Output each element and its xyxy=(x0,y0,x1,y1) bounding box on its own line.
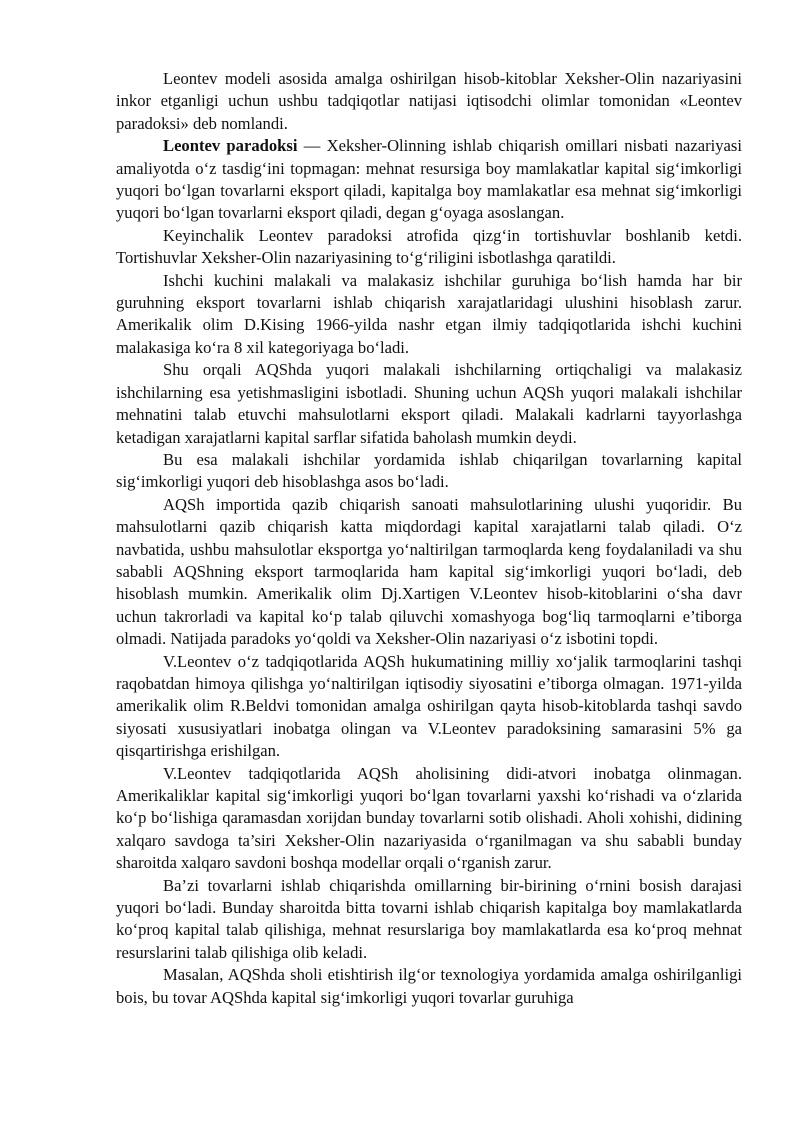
paragraph-5 xyxy=(116,359,742,449)
paragraph-2 xyxy=(116,135,742,225)
paragraph-text: Shu orqali AQShda yuqori malakali ishchilarning ortiqchaligi va malakasiz ishchilarning esa yetishmasligini isbotladi. Shuning uchun AQSh yuqori malakali ishchilar mehnatini talab etuvchi mahsulotlarni eksport qiladi. Malakali kadrlarni tayyorlashga ketadigan xarajatlarni kapital sarflar sifatida baholash mumkin deydi. xyxy=(116,360,742,447)
paragraph-6 xyxy=(116,449,742,494)
paragraph-7 xyxy=(116,494,742,651)
paragraph-text: Masalan, AQShda sholi etishtirish ilg‘or texnologiya yordamida amalga oshirilganligi bois, bu tovar AQShda kapital sig‘imkorligi yuqori tovarlar guruhiga xyxy=(116,965,742,1007)
paragraph-3 xyxy=(116,225,742,270)
paragraph-10 xyxy=(116,875,742,965)
paragraph-text: AQSh importida qazib chiqarish sanoati mahsulotlarining ulushi yuqoridir. Bu mahsulotlarni qazib chiqarish katta miqdordagi kapital xarajatlarni talab qiladi. O‘z navbatida, ushbu mahsulotlar eksportga yo‘naltirilgan tarmoqlarda keng foydalaniladi va shu sababli AQShning eksport tarmoqlarida ham kapital sig‘imkorligi yuqori bo‘ladi, deb hisoblash mumkin. Amerikalik olim Dj.Xartigen V.Leontev hisob-kitoblarini o‘sha davr uchun takrorladi va kapital ko‘p talab qiluvchi xomashyoga bog‘liq tarmoqlarni e’tiborga olmadi. Natijada paradoks yo‘qoldi va Xeksher-Olin nazariyasi o‘z isbotini topdi. xyxy=(116,494,742,649)
paragraph-9 xyxy=(116,763,742,875)
paragraph-text: V.Leontev tadqiqotlarida AQSh aholisining didi-atvori inobatga olinmagan. Amerikaliklar kapital sig‘imkorligi yuqori bo‘lgan tovarlarni yaxshi ko‘rishadi va o‘zlarida ko‘p bo‘lishiga qaramasdan xorijdan bunday tovarlarni sotib olishadi. Aholi xohishi, didining xalqaro savdoga ta’siri Xeksher-Olin nazariyasida o‘rganilmagan va shu sababli bunday sharoitda xalqaro savdoni boshqa modellar orqali o‘rganish zarur. xyxy=(116,763,742,873)
document-page xyxy=(116,68,742,1009)
paragraph-11 xyxy=(116,964,742,1009)
paragraph-8 xyxy=(116,651,742,763)
paragraph-text: V.Leontev o‘z tadqiqotlarida AQSh hukumatining milliy xo‘jalik tarmoqlarini tashqi raqobatdan himoya qilishga yo‘naltirilgan iqtisodiy siyosatini e’tiborga olmagan. 1971-yilda amerikalik olim R.Beldvi tomonidan amalga oshirilgan qayta hisob-kitoblarda tashqi savdo siyosati xususiyatlari inobatga olingan va V.Leontev paradoksining samarasini 5% ga qisqartirishga erishilgan. xyxy=(116,651,742,761)
term-heading: Leontev paradoksi xyxy=(163,136,298,156)
paragraph-text: Keyinchalik Leontev paradoksi atrofida qizg‘in tortishuvlar boshlanib ketdi. Tortishuvlar Xeksher-Olin nazariyasining to‘g‘riligini isbotlashga qaratildi. xyxy=(116,225,742,268)
paragraph-text: Ishchi kuchini malakali va malakasiz ishchilar guruhiga bo‘lish hamda har bir guruhning eksport tovarlarni ishlab chiqarish xarajatlaridagi ulushini hisoblash zarur. Amerikalik olim D.Kising 1966-yilda nashr etgan ilmiy tadqiqotlarida ishchi kuchini malakasiga ko‘ra 8 xil kategoriyaga bo‘ladi. xyxy=(116,270,742,357)
paragraph-text: — Xeksher-Olinning ishlab chiqarish omillari nisbati nazariyasi amaliyotda o‘z tasdig‘ini topmagan: mehnat resursiga boy mamlakatlar kapital sig‘imkorligi yuqori bo‘lgan tovarlarni eksport qiladi, kapitalga boy mamlakatlar esa mehnat sig‘imkorligi yuqori bo‘lgan tovarlarni eksport qiladi, degan g‘oyaga asoslangan. xyxy=(116,136,742,223)
paragraph-text: Ba’zi tovarlarni ishlab chiqarishda omillarning bir-birining o‘rnini bosish darajasi yuqori bo‘ladi. Bunday sharoitda bitta tovarni ishlab chiqarish kapitalga boy mamlakatlarda ko‘proq kapital talab qilishiga, mehnat resurslariga boy mamlakatlarda esa ko‘proq mehnat resurslarini talab qilishiga olib keladi. xyxy=(116,875,742,962)
paragraph-1 xyxy=(116,68,742,135)
paragraph-4 xyxy=(116,270,742,360)
paragraph-text: Bu esa malakali ishchilar yordamida ishlab chiqarilgan tovarlarning kapital sig‘imkorligi yuqori deb hisoblashga asos bo‘ladi. xyxy=(116,449,742,492)
paragraph-text: Leontev modeli asosida amalga oshirilgan hisob-kitoblar Xeksher-Olin nazariyasini inkor etganligi uchun ushbu tadqiqotlar natijasi iqtisodchi olimlar tomonidan «Leontev paradoksi» deb nomlandi. xyxy=(116,69,742,133)
